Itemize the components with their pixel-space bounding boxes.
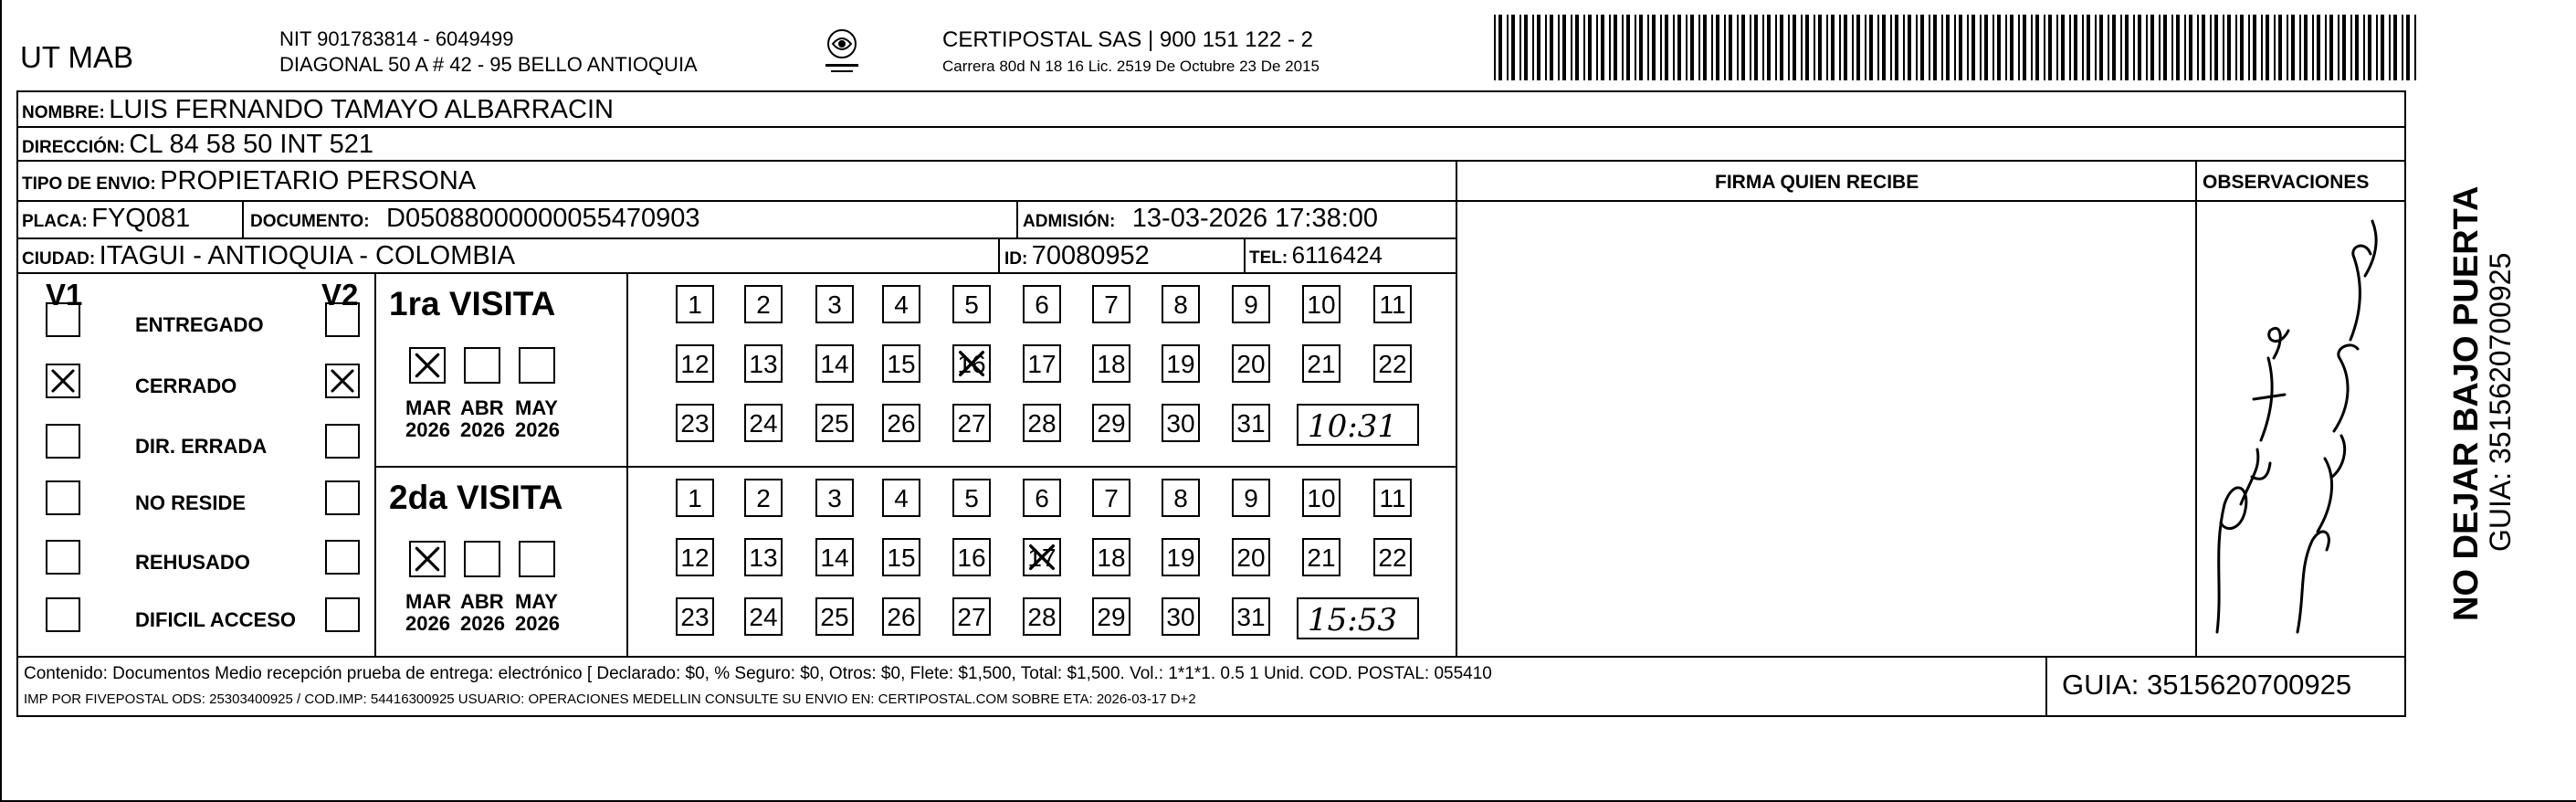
day-box[interactable] [882, 597, 920, 636]
day-number: 11 [1379, 290, 1406, 319]
month-checkbox[interactable] [409, 347, 446, 384]
day-number: 29 [1097, 409, 1126, 438]
day-box[interactable] [815, 538, 854, 576]
side-warning: NO DEJAR BAJO PUERTA [2447, 185, 2486, 621]
barcode [1494, 15, 2425, 80]
tipo-row [22, 168, 476, 195]
day-box[interactable] [1373, 538, 1412, 576]
day-number: 12 [680, 350, 710, 378]
month-label: MAY [515, 590, 558, 613]
day-box[interactable] [1162, 538, 1200, 576]
month-checkbox[interactable] [409, 541, 446, 577]
day-number: 25 [820, 409, 849, 438]
documento-label: DOCUMENTO: [250, 212, 370, 231]
day-number: 12 [680, 543, 710, 572]
placa-row [22, 206, 190, 232]
month-year: 2026 [460, 612, 505, 635]
day-number: 26 [887, 409, 916, 438]
day-box[interactable] [1023, 285, 1061, 323]
day-number: 16 [957, 350, 986, 378]
side-guia: GUIA: 3515620700925 [2484, 252, 2517, 552]
month-checkbox[interactable] [519, 541, 555, 577]
nombre-label: NOMBRE: [22, 103, 105, 122]
ciudad-label: CIUDAD: [22, 249, 96, 269]
day-box[interactable] [1232, 285, 1270, 323]
day-number: 19 [1166, 350, 1195, 378]
status-option-label: DIR. ERRADA [135, 435, 268, 458]
firma-label: FIRMA QUIEN RECIBE [1715, 172, 1919, 193]
observaciones-label: OBSERVACIONES [2203, 172, 2370, 193]
documento-value: D05088000000055470903 [386, 204, 700, 233]
month-label: ABR [460, 590, 504, 613]
v2-checkbox[interactable] [325, 597, 360, 632]
month-year: 2026 [515, 418, 560, 441]
visit-time-box[interactable] [1297, 597, 1419, 639]
day-box[interactable] [952, 344, 991, 383]
day-number: 27 [957, 603, 986, 631]
day-box[interactable] [952, 538, 991, 576]
day-number: 2 [756, 484, 771, 512]
day-number: 8 [1173, 484, 1188, 512]
day-number: 1 [688, 484, 702, 512]
status-option-label: DIFICIL ACCESO [135, 608, 297, 631]
day-number: 15 [887, 543, 916, 572]
month-label: MAR [405, 590, 452, 613]
day-number: 7 [1104, 290, 1119, 319]
day-number: 31 [1236, 409, 1266, 438]
day-number: 17 [1027, 543, 1057, 572]
footer-guia: GUIA: 3515620700925 [2062, 669, 2352, 701]
day-box[interactable] [676, 404, 714, 442]
day-number: 30 [1166, 409, 1195, 438]
month-year: 2026 [405, 612, 450, 635]
day-box[interactable] [1162, 404, 1200, 442]
tel-row [1249, 243, 1383, 267]
day-box[interactable] [952, 597, 991, 636]
day-number: 10 [1307, 484, 1336, 512]
day-number: 31 [1236, 603, 1266, 631]
admision-row [1023, 206, 1378, 232]
day-number: 16 [957, 543, 986, 572]
day-number: 21 [1307, 350, 1336, 378]
day-box[interactable] [815, 285, 854, 323]
day-number: 1 [688, 290, 702, 319]
sender-address: DIAGONAL 50 A # 42 - 95 BELLO ANTIOQUIA [279, 53, 698, 76]
day-box[interactable] [882, 479, 920, 517]
day-box[interactable] [1023, 344, 1061, 383]
day-number: 4 [894, 290, 909, 319]
day-number: 6 [1035, 290, 1049, 319]
id-label: ID: [1004, 249, 1028, 269]
v1-checkbox[interactable] [46, 364, 80, 398]
month-label: MAR [405, 396, 452, 419]
v1-label: V1 [46, 278, 83, 311]
observaciones-handwriting [2197, 203, 2405, 655]
day-number: 29 [1097, 603, 1126, 631]
day-box[interactable] [1373, 285, 1412, 323]
direccion-label: DIRECCIÓN: [22, 138, 125, 157]
day-box[interactable] [1232, 597, 1270, 636]
day-number: 18 [1097, 543, 1126, 572]
month-label: MAY [515, 396, 558, 419]
recipient-address: CL 84 58 50 INT 521 [129, 130, 374, 159]
day-number: 21 [1307, 543, 1336, 572]
documento-row [250, 206, 700, 232]
day-number: 17 [1027, 350, 1057, 378]
day-box[interactable] [744, 479, 783, 517]
status-option-label: CERRADO [135, 375, 237, 397]
visit-title: 2da VISITA [389, 479, 563, 516]
month-label: ABR [460, 396, 504, 419]
day-number: 9 [1244, 290, 1258, 319]
day-box[interactable] [952, 285, 991, 323]
day-number: 24 [749, 603, 778, 631]
day-box[interactable] [1302, 344, 1341, 383]
day-number: 7 [1104, 484, 1119, 512]
day-number: 28 [1027, 409, 1057, 438]
day-box[interactable] [1092, 479, 1130, 517]
day-number: 23 [680, 409, 710, 438]
footer-imp: IMP POR FIVEPOSTAL ODS: 25303400925 / COD.IMP: 54416300925 USUARIO: OPERACIONES MEDELLIN CONSULTE SU ENVIO EN: CERTIPOSTAL.COM SOBRE ETA: 2026-03-17 D+2 [24, 691, 1196, 707]
day-box[interactable] [1232, 479, 1270, 517]
v2-checkbox[interactable] [325, 364, 360, 398]
day-box[interactable] [1023, 479, 1061, 517]
direccion-row [22, 132, 373, 158]
day-box[interactable] [1162, 285, 1200, 323]
visit-time: 15:53 [1308, 602, 1397, 638]
day-box[interactable] [1302, 285, 1341, 323]
day-number: 6 [1035, 484, 1049, 512]
day-number: 19 [1166, 543, 1195, 572]
v2-checkbox[interactable] [325, 540, 360, 575]
visit-title: 1ra VISITA [389, 285, 556, 322]
day-number: 14 [820, 350, 849, 378]
visit-time-box[interactable] [1297, 404, 1419, 446]
v2-checkbox[interactable] [325, 302, 360, 337]
id-value: 70080952 [1031, 241, 1150, 270]
day-number: 10 [1307, 290, 1336, 319]
day-box[interactable] [676, 479, 714, 517]
day-number: 27 [957, 409, 986, 438]
courier-name: CERTIPOSTAL SAS | 900 151 122 - 2 [942, 27, 1313, 52]
day-box[interactable] [1092, 344, 1130, 383]
tipo-envio: PROPIETARIO PERSONA [160, 166, 477, 195]
status-option-label: NO RESIDE [135, 491, 247, 514]
day-box[interactable] [1023, 597, 1061, 636]
v2-checkbox[interactable] [325, 480, 360, 515]
day-number: 18 [1097, 350, 1126, 378]
day-number: 4 [894, 484, 909, 512]
v2-checkbox[interactable] [325, 424, 360, 459]
day-box[interactable] [1232, 538, 1270, 576]
day-box[interactable] [744, 285, 783, 323]
month-year: 2026 [460, 418, 505, 441]
day-box[interactable] [1232, 344, 1270, 383]
visit-time: 10:31 [1308, 408, 1397, 445]
placa-label: PLACA: [22, 212, 88, 231]
month-year: 2026 [515, 612, 560, 635]
day-box[interactable] [1092, 597, 1130, 636]
day-number: 23 [680, 603, 710, 631]
day-box[interactable] [744, 344, 783, 383]
day-number: 20 [1236, 543, 1266, 572]
day-box[interactable] [1162, 344, 1200, 383]
day-number: 2 [756, 290, 771, 319]
courier-license: Carrera 80d N 18 16 Lic. 2519 De Octubre 23 De 2015 [942, 58, 1320, 75]
day-box[interactable] [882, 285, 920, 323]
day-number: 8 [1173, 290, 1188, 319]
day-box[interactable] [744, 538, 783, 576]
day-number: 13 [749, 350, 778, 378]
day-box[interactable] [1023, 538, 1061, 576]
day-box[interactable] [676, 285, 714, 323]
day-box[interactable] [676, 538, 714, 576]
day-box[interactable] [1162, 597, 1200, 636]
day-number: 22 [1378, 350, 1407, 378]
day-box[interactable] [1373, 344, 1412, 383]
tel-label: TEL: [1249, 248, 1288, 268]
day-box[interactable] [1023, 404, 1061, 442]
day-number: 3 [827, 484, 842, 512]
tel-value: 6116424 [1291, 241, 1383, 269]
admision-label: ADMISIÓN: [1023, 212, 1116, 231]
day-box[interactable] [815, 344, 854, 383]
certipostal-logo-icon [820, 26, 864, 79]
id-row [1004, 243, 1150, 269]
day-box[interactable] [1092, 404, 1130, 442]
company-name: UT MAB [20, 40, 134, 74]
day-number: 20 [1236, 350, 1266, 378]
tipo-label: TIPO DE ENVIO: [22, 174, 156, 194]
recipient-name: LUIS FERNANDO TAMAYO ALBARRACIN [109, 95, 614, 124]
day-box[interactable] [882, 404, 920, 442]
day-box[interactable] [952, 479, 991, 517]
day-box[interactable] [815, 404, 854, 442]
day-number: 22 [1378, 543, 1407, 572]
day-box[interactable] [744, 404, 783, 442]
day-box[interactable] [1092, 285, 1130, 323]
v1-checkbox[interactable] [46, 424, 80, 459]
day-box[interactable] [676, 597, 714, 636]
v1-checkbox[interactable] [46, 597, 80, 632]
day-number: 15 [887, 350, 916, 378]
day-number: 3 [827, 290, 842, 319]
day-box[interactable] [882, 344, 920, 383]
day-box[interactable] [1302, 479, 1341, 517]
sender-nit: NIT 901783814 - 6049499 [279, 27, 514, 50]
day-number: 24 [749, 409, 778, 438]
v1-checkbox[interactable] [46, 540, 80, 575]
day-box[interactable] [815, 479, 854, 517]
day-box[interactable] [1302, 538, 1341, 576]
status-option-label: REHUSADO [135, 551, 250, 574]
day-number: 28 [1027, 603, 1057, 631]
day-number: 26 [887, 603, 916, 631]
day-box[interactable] [1092, 538, 1130, 576]
footer-contenido: Contenido: Documentos Medio recepción prueba de entrega: electrónico [ Declarado: $0, % Seguro: $0, Otros: $0, Flete: $1,500, Total: $1,500. Vol.: 1*1*1. 0.5 1 Unid. COD. POSTAL: 055410 [24, 664, 1492, 683]
day-box[interactable] [815, 597, 854, 636]
day-number: 5 [964, 484, 979, 512]
day-number: 25 [820, 603, 849, 631]
v2-label: V2 [321, 278, 359, 311]
nombre-row [22, 97, 614, 123]
month-year: 2026 [405, 418, 450, 441]
month-checkbox[interactable] [464, 541, 500, 577]
day-box[interactable] [1232, 404, 1270, 442]
admision-value: 13-03-2026 17:38:00 [1131, 204, 1379, 233]
day-number: 11 [1379, 484, 1406, 512]
ciudad-row [22, 243, 515, 269]
day-box[interactable] [882, 538, 920, 576]
month-checkbox[interactable] [464, 347, 500, 384]
v1-checkbox[interactable] [46, 480, 80, 515]
placa-value: FYQ081 [91, 204, 191, 233]
day-number: 5 [964, 290, 979, 319]
month-checkbox[interactable] [519, 347, 555, 384]
day-number: 14 [820, 543, 849, 572]
ciudad-value: ITAGUI - ANTIOQUIA - COLOMBIA [99, 241, 516, 270]
day-number: 9 [1244, 484, 1258, 512]
day-box[interactable] [744, 597, 783, 636]
day-box[interactable] [676, 344, 714, 383]
day-box[interactable] [1373, 479, 1412, 517]
day-number: 13 [749, 543, 778, 572]
day-number: 30 [1166, 603, 1195, 631]
day-box[interactable] [952, 404, 991, 442]
status-option-label: ENTREGADO [135, 313, 264, 336]
day-box[interactable] [1162, 479, 1200, 517]
v1-checkbox[interactable] [46, 302, 80, 337]
